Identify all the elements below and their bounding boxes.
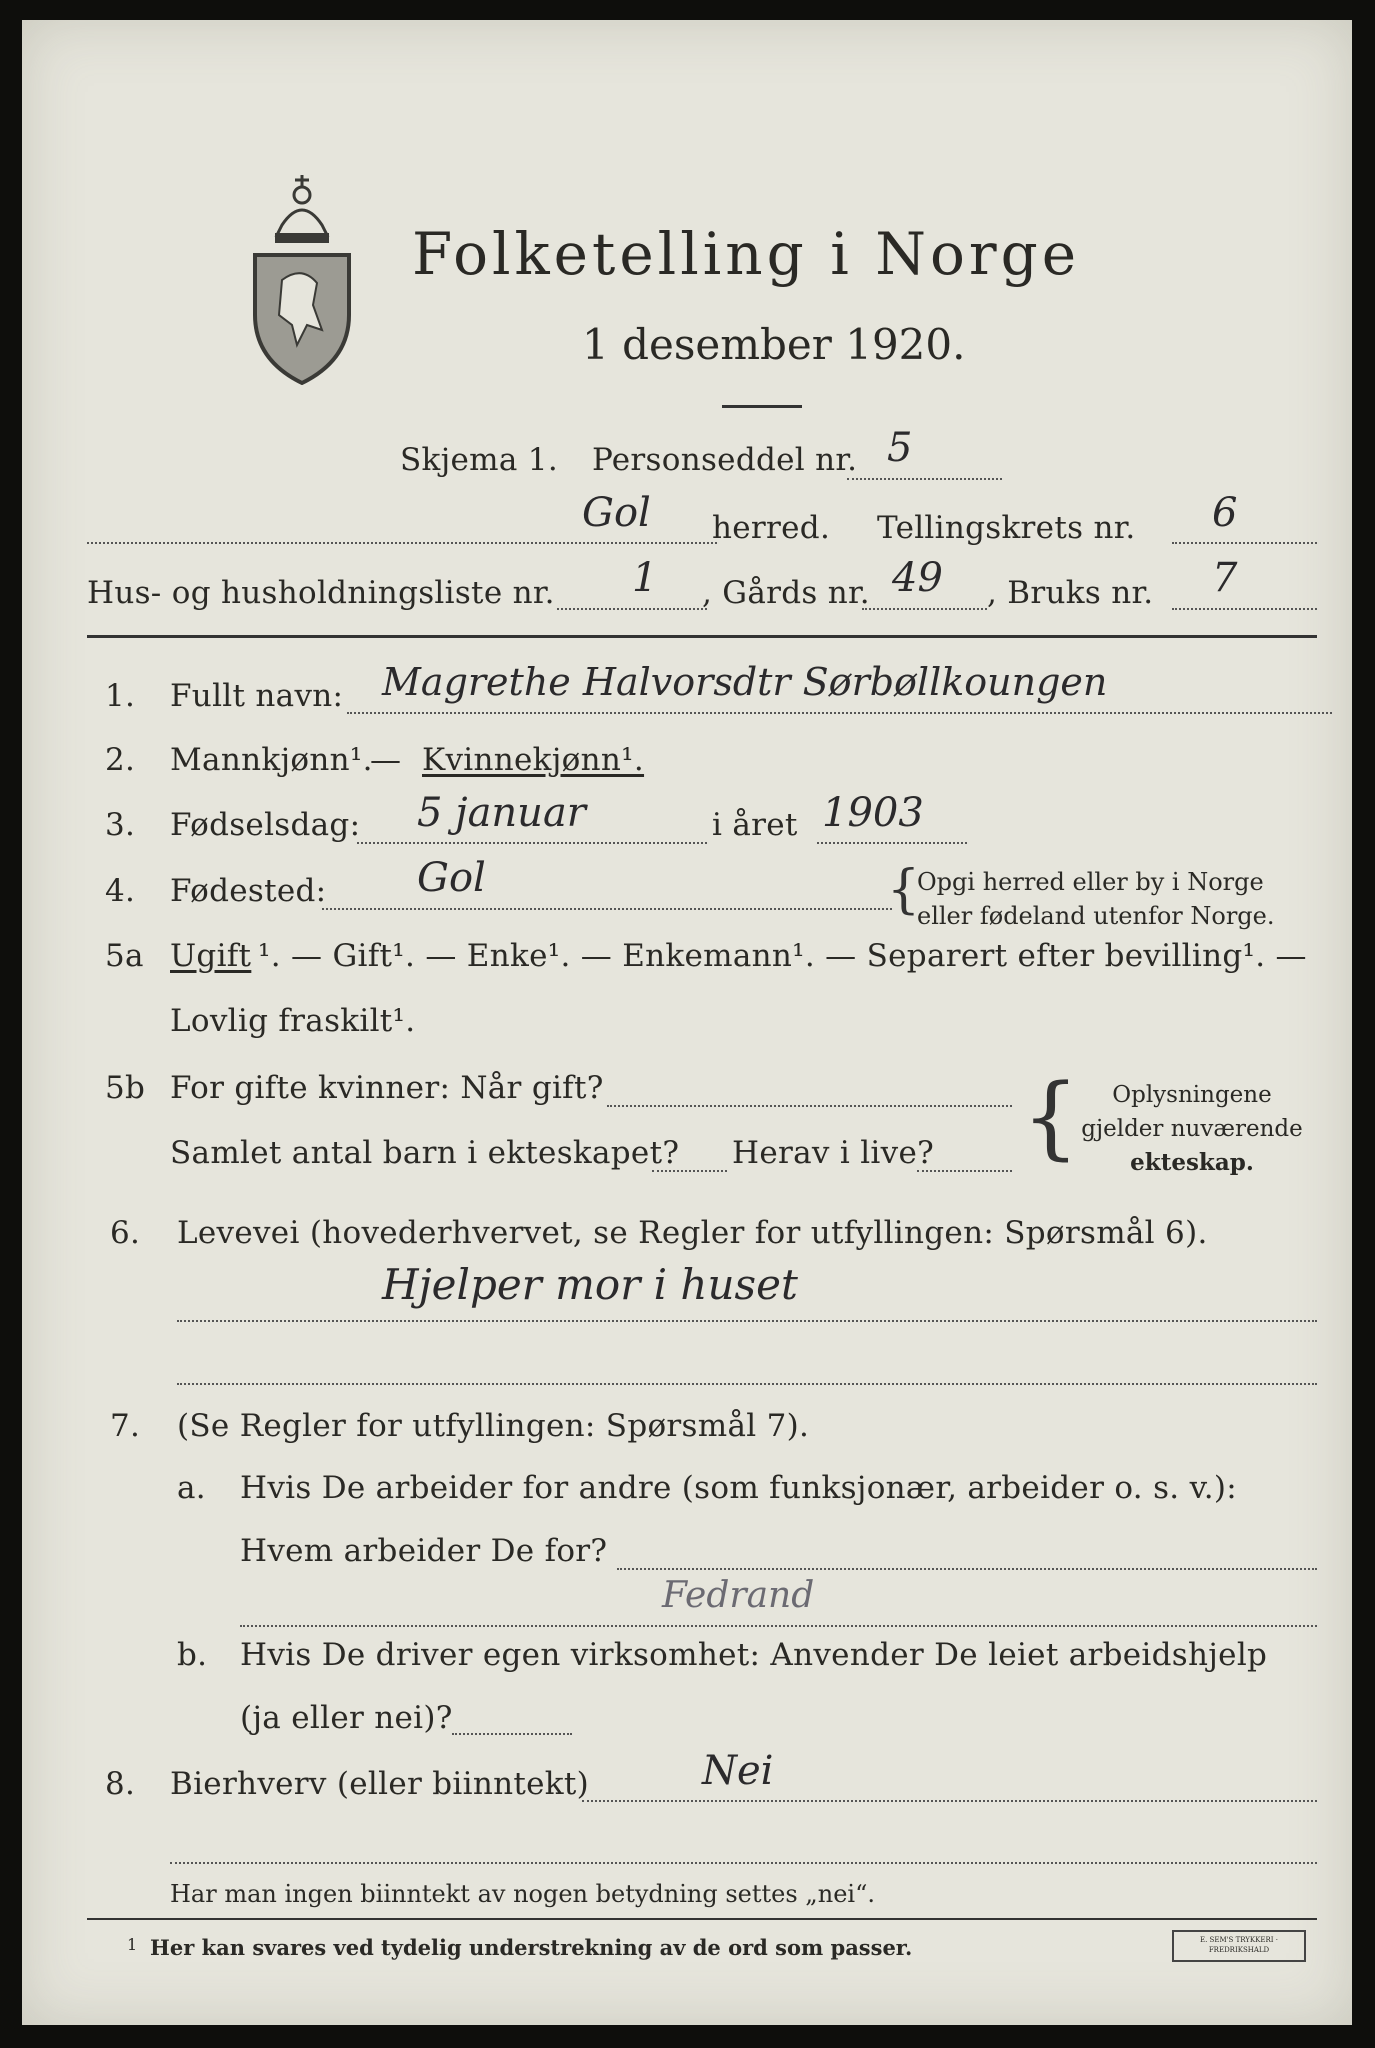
q7-number: 7. [110,1408,141,1444]
q7b-letter: b. [177,1637,208,1673]
q3-label: Fødselsdag: [170,807,361,843]
q6-number: 6. [110,1215,141,1251]
q3-value[interactable]: 5 januar [417,790,586,836]
q5b-line2a: Samlet antal barn i ekteskapet? [170,1135,680,1171]
gards-value[interactable]: 49 [892,555,943,601]
q5b-gift-line [607,1105,1012,1107]
q3-line [357,842,707,844]
q5b-live-line [917,1170,1012,1172]
herred-line [87,542,717,544]
q6-line-2 [177,1383,1317,1385]
q5b-note-2: gjelder nuværende [1081,1116,1303,1142]
q5b-line1: For gifte kvinner: Når gift? [170,1070,604,1106]
q3-number: 3. [105,807,136,843]
form-date: 1 desember 1920. [582,320,966,369]
personseddel-value[interactable]: 5 [887,425,913,471]
q7a-value[interactable]: Fedrand [662,1575,815,1616]
q5b-number: 5b [105,1070,146,1106]
tellingskrets-line [1172,542,1317,544]
q6-label: Levevei (hovederhvervet, se Regler for utfyllingen: Spørsmål 6). [177,1215,1208,1251]
bruks-value[interactable]: 7 [1212,555,1238,601]
q3-year-value[interactable]: 1903 [822,790,924,836]
q1-value[interactable]: Magrethe Halvorsdtr Sørbøllkoungen [382,660,1108,704]
footnote-divider [87,1918,1317,1920]
personseddel-label: Personseddel nr. [592,442,858,478]
q7b-line1: Hvis De driver egen virksomhet: Anvender De leiet arbeidshjelp [240,1637,1268,1673]
census-form [22,20,1352,2025]
gards-label: , Gårds nr. [702,575,870,611]
herred-label: herred. [712,510,831,546]
q2-separator: — [370,742,402,778]
personseddel-line [847,478,1002,480]
q5b-note-3: ekteskap. [1130,1149,1254,1176]
q5b-barn-line [652,1170,727,1172]
title-divider [722,405,802,408]
q5b-note-1: Oplysningene [1112,1082,1272,1108]
q4-label: Fødested: [170,873,327,909]
q8-number: 8. [105,1766,136,1802]
q4-value[interactable]: Gol [417,855,486,901]
q4-line [322,908,892,910]
q7a-letter: a. [177,1470,206,1506]
q5b-line2b: Herav i live? [732,1135,935,1171]
q8-line-1 [582,1800,1317,1802]
q7a-line-1 [617,1568,1317,1570]
tellingskrets-label: Tellingskrets nr. [877,510,1136,546]
q7b-line2: (ja eller nei)? [240,1700,453,1736]
q6-value[interactable]: Hjelper mor i huset [382,1260,798,1309]
q2-male: Mannkjønn¹. [170,742,373,778]
q8-line-2 [170,1862,1317,1864]
q5a-number: 5a [105,938,144,974]
q7a-line-2 [240,1625,1317,1627]
q3-year-line [817,842,967,844]
coat-of-arms-icon [247,165,357,385]
tellingskrets-value[interactable]: 6 [1212,490,1238,536]
q1-label: Fullt navn: [170,678,344,714]
q4-note-2: eller fødeland utenfor Norge. [917,902,1275,930]
liste-value[interactable]: 1 [632,555,658,601]
q5a-options: ¹. — Gift¹. — Enke¹. — Enkemann¹. — Separert efter bevilling¹. — [258,938,1307,974]
q7b-line [452,1733,572,1735]
footnote-text: Her kan svares ved tydelig understrekning av de ord som passer. [150,1935,913,1960]
q2-number: 2. [105,742,136,778]
printer-stamp [1172,1930,1306,1962]
q1-number: 1. [105,678,136,714]
q3-year-label: i året [712,807,798,843]
header-divider [87,635,1317,638]
q6-line-1 [177,1320,1317,1322]
bruks-line [1172,608,1317,610]
liste-label: Hus- og husholdningsliste nr. [87,575,555,611]
schema-label: Skjema 1. [400,442,558,478]
q4-note-1: Opgi herred eller by i Norge [917,868,1264,896]
q4-brace: { [887,860,921,920]
q1-line [347,712,1332,714]
q5a-line2: Lovlig fraskilt¹. [170,1003,416,1039]
q8-value[interactable]: Nei [702,1748,774,1794]
footnote-mark: 1 [127,1935,138,1954]
q4-number: 4. [105,873,136,909]
q7a-line2: Hvem arbeider De for? [240,1533,608,1569]
q5b-brace: { [1022,1065,1080,1170]
gards-line [862,608,987,610]
printer-stamp-text: E. SEM'S TRYKKERI · FREDRIKSHALD [1200,1936,1278,1954]
q5b-note [1057,1078,1327,1180]
form-title: Folketelling i Norge [412,220,1081,288]
q7-label: (Se Regler for utfyllingen: Spørsmål 7). [177,1408,810,1444]
liste-line [557,608,707,610]
herred-value[interactable]: Gol [582,490,651,536]
q8-note: Har man ingen biinntekt av nogen betydning settes „nei“. [170,1880,875,1908]
q7a-line1: Hvis De arbeider for andre (som funksjonær, arbeider o. s. v.): [240,1470,1238,1506]
bruks-label: , Bruks nr. [987,575,1154,611]
q5a-ugift: Ugift [170,938,252,974]
q8-label: Bierhverv (eller biinntekt) [170,1766,590,1802]
q2-female: Kvinnekjønn¹. [422,742,645,778]
